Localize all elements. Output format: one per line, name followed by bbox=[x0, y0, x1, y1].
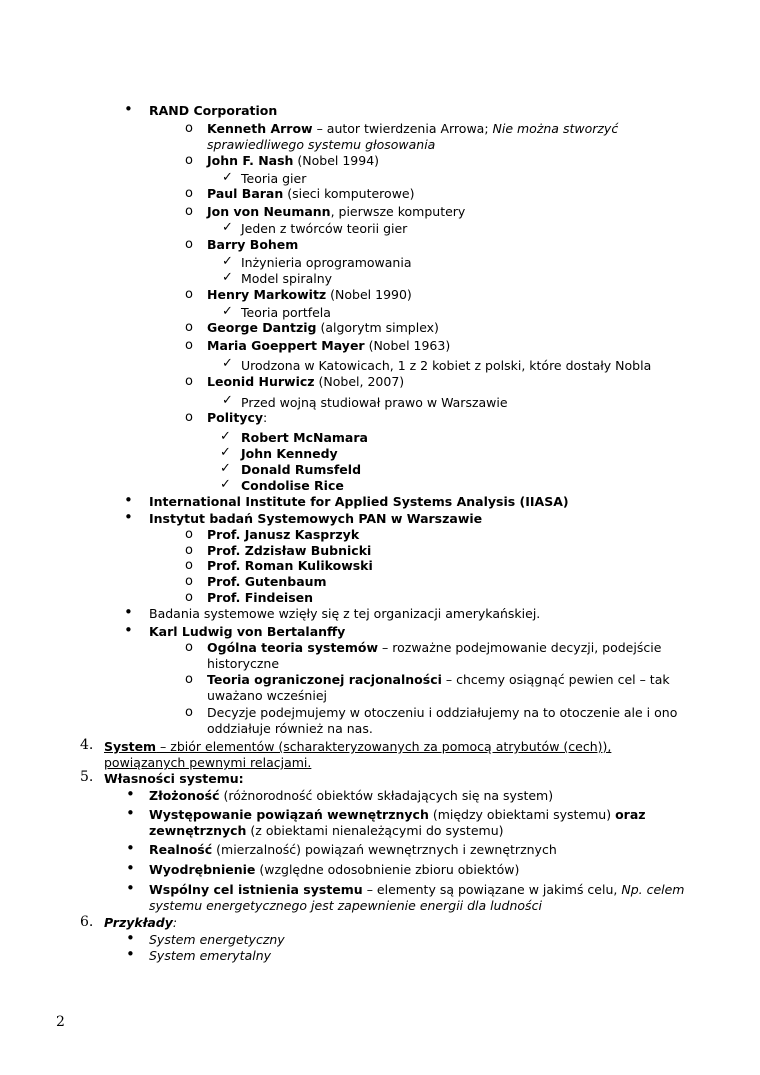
property-item: Wyodrębnienie (względne odosobnienie zbioru obiektów) bbox=[149, 862, 520, 877]
circle-bullet-icon: o bbox=[185, 121, 193, 136]
bullet-icon: • bbox=[126, 945, 135, 963]
checkmark-icon: ✓ bbox=[222, 304, 233, 319]
bullet-icon: • bbox=[124, 100, 133, 118]
bullet-icon: • bbox=[126, 859, 135, 877]
checkmark-icon: ✓ bbox=[222, 220, 233, 235]
property-item-cont: systemu energetycznego jest zapewnienie energii dla ludności bbox=[149, 898, 542, 913]
bertalanffy-item: Decyzje podejmujemy w otoczeniu i oddziałujemy na to otoczenie ale i ono bbox=[207, 705, 678, 720]
list-item-hurwicz: Leonid Hurwicz (Nobel, 2007) bbox=[207, 374, 405, 389]
iiasa-heading: International Institute for Applied Systems Analysis (IIASA) bbox=[149, 494, 569, 509]
sub-item: Przed wojną studiował prawo w Warszawie bbox=[241, 395, 508, 410]
pan-person: Prof. Janusz Kasprzyk bbox=[207, 527, 360, 542]
politician-item: John Kennedy bbox=[241, 446, 338, 461]
circle-bullet-icon: o bbox=[185, 527, 193, 542]
list-item-arrow-cont: sprawiedliwego systemu głosowania bbox=[207, 137, 436, 152]
politician-item: Robert McNamara bbox=[241, 430, 368, 445]
list-item-bohem: Barry Bohem bbox=[207, 237, 299, 252]
checkmark-icon: ✓ bbox=[220, 477, 231, 492]
bullet-icon: • bbox=[126, 839, 135, 857]
sub-item: Teoria portfela bbox=[241, 305, 331, 320]
circle-bullet-icon: o bbox=[185, 320, 193, 335]
circle-bullet-icon: o bbox=[185, 672, 193, 687]
list-item-markowitz: Henry Markowitz (Nobel 1990) bbox=[207, 287, 412, 302]
property-item: Realność (mierzalność) powiązań wewnętrznych i zewnętrznych bbox=[149, 842, 557, 857]
circle-bullet-icon: o bbox=[185, 590, 193, 605]
system-definition: System – zbiór elementów (scharakteryzowanych za pomocą atrybutów (cech)), bbox=[104, 739, 612, 754]
circle-bullet-icon: o bbox=[185, 640, 193, 655]
rand-heading: RAND Corporation bbox=[149, 103, 278, 118]
bullet-icon: • bbox=[124, 508, 133, 526]
checkmark-icon: ✓ bbox=[220, 429, 231, 444]
pan-person: Prof. Gutenbaum bbox=[207, 574, 327, 589]
section-title: Własności systemu: bbox=[104, 771, 244, 786]
property-item-cont: zewnętrznych (z obiektami nienależącymi do systemu) bbox=[149, 823, 504, 838]
property-item: Występowanie powiązań wewnętrznych (między obiektami systemu) oraz bbox=[149, 807, 646, 822]
circle-bullet-icon: o bbox=[185, 705, 193, 720]
checkmark-icon: ✓ bbox=[220, 445, 231, 460]
section-number: 6. bbox=[80, 914, 94, 930]
sub-item: Model spiralny bbox=[241, 271, 333, 286]
pan-heading: Instytut badań Systemowych PAN w Warszawie bbox=[149, 511, 483, 526]
bertalanffy-item-cont: oddziałuje również na nas. bbox=[207, 721, 373, 736]
circle-bullet-icon: o bbox=[185, 287, 193, 302]
sub-item: Inżynieria oprogramowania bbox=[241, 255, 412, 270]
section-number: 5. bbox=[80, 769, 94, 785]
list-item-baran: Paul Baran (sieci komputerowe) bbox=[207, 186, 415, 201]
checkmark-icon: ✓ bbox=[222, 170, 233, 185]
bullet-icon: • bbox=[124, 603, 133, 621]
checkmark-icon: ✓ bbox=[222, 393, 233, 408]
circle-bullet-icon: o bbox=[185, 153, 193, 168]
bullet-icon: • bbox=[126, 804, 135, 822]
circle-bullet-icon: o bbox=[185, 410, 193, 425]
checkmark-icon: ✓ bbox=[220, 461, 231, 476]
circle-bullet-icon: o bbox=[185, 558, 193, 573]
circle-bullet-icon: o bbox=[185, 338, 193, 353]
list-item-neumann: Jon von Neumann, pierwsze komputery bbox=[207, 204, 466, 219]
politician-item: Donald Rumsfeld bbox=[241, 462, 362, 477]
bullet-icon: • bbox=[126, 879, 135, 897]
checkmark-icon: ✓ bbox=[222, 254, 233, 269]
list-item-mayer: Maria Goeppert Mayer (Nobel 1963) bbox=[207, 338, 451, 353]
example-item: System emerytalny bbox=[149, 948, 272, 963]
circle-bullet-icon: o bbox=[185, 204, 193, 219]
badania-text: Badania systemowe wzięły się z tej organizacji amerykańskiej. bbox=[149, 606, 541, 621]
system-definition-cont: powiązanych pewnymi relacjami. bbox=[104, 755, 312, 770]
sub-item: Urodzona w Katowicach, 1 z 2 kobiet z polski, które dostały Nobla bbox=[241, 358, 652, 373]
section-number: 4. bbox=[80, 737, 94, 753]
property-item: Wspólny cel istnienia systemu – elementy są powiązane w jakimś celu, Np. celem bbox=[149, 882, 685, 897]
example-item: System energetyczny bbox=[149, 932, 285, 947]
bullet-icon: • bbox=[124, 491, 133, 509]
bertalanffy-item: Ogólna teoria systemów – rozważne podejmowanie decyzji, podejście bbox=[207, 640, 662, 655]
pan-person: Prof. Zdzisław Bubnicki bbox=[207, 543, 372, 558]
list-item-arrow: Kenneth Arrow – autor twierdzenia Arrowa; Nie można stworzyć bbox=[207, 121, 619, 136]
pan-person: Prof. Findeisen bbox=[207, 590, 314, 605]
politician-item: Condolise Rice bbox=[241, 478, 344, 493]
circle-bullet-icon: o bbox=[185, 543, 193, 558]
list-item-nash: John F. Nash (Nobel 1994) bbox=[207, 153, 380, 168]
checkmark-icon: ✓ bbox=[222, 270, 233, 285]
page-number: 2 bbox=[56, 1014, 65, 1030]
pan-person: Prof. Roman Kulikowski bbox=[207, 558, 373, 573]
circle-bullet-icon: o bbox=[185, 574, 193, 589]
sub-item: Jeden z twórców teorii gier bbox=[241, 221, 408, 236]
bullet-icon: • bbox=[126, 929, 135, 947]
bertalanffy-item-cont: uważano wcześniej bbox=[207, 688, 327, 703]
bullet-icon: • bbox=[124, 621, 133, 639]
section-title: Przykłady: bbox=[104, 915, 178, 930]
sub-item: Teoria gier bbox=[241, 171, 307, 186]
bullet-icon: • bbox=[126, 785, 135, 803]
circle-bullet-icon: o bbox=[185, 374, 193, 389]
bertalanffy-item-cont: historyczne bbox=[207, 656, 280, 671]
list-item-dantzig: George Dantzig (algorytm simplex) bbox=[207, 320, 439, 335]
bertalanffy-heading: Karl Ludwig von Bertalanffy bbox=[149, 624, 346, 639]
checkmark-icon: ✓ bbox=[222, 356, 233, 371]
property-item: Złożoność (różnorodność obiektów składających się na system) bbox=[149, 788, 554, 803]
circle-bullet-icon: o bbox=[185, 237, 193, 252]
list-item-politycy: Politycy: bbox=[207, 410, 268, 425]
circle-bullet-icon: o bbox=[185, 186, 193, 201]
bertalanffy-item: Teoria ograniczonej racjonalności – chcemy osiągnąć pewien cel – tak bbox=[207, 672, 670, 687]
